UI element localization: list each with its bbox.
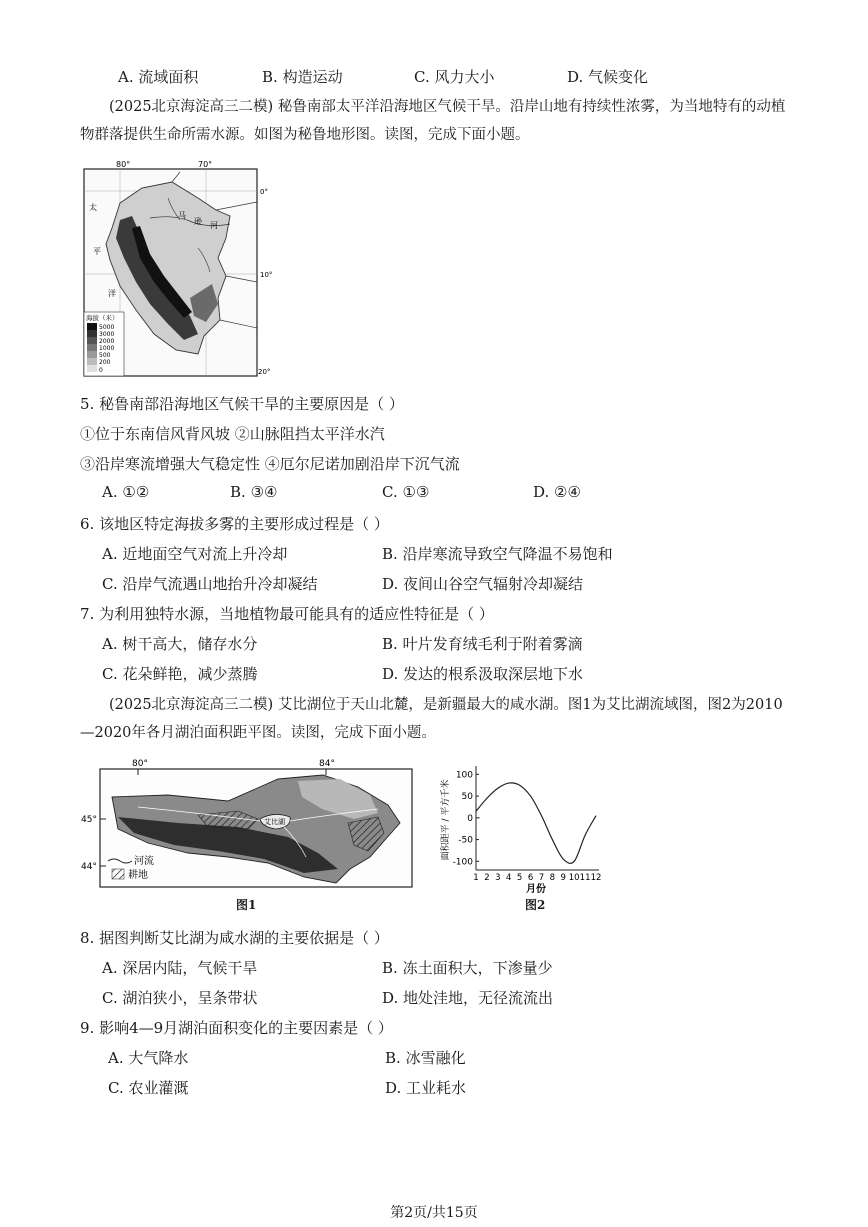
ocean-char: 平 [93,247,101,256]
q8-option-b: B. 冻土面积大，下渗量少 [382,959,553,977]
x-axis-label: 月份 [526,884,546,895]
x-tick-label: 2 [484,873,490,883]
q5-statements-1: ①位于东南信风背风坡 ②山脉阻挡太平洋水汽 [80,425,385,443]
x-tick-label: 10 [568,873,580,883]
q9-option-d: D. 工业耗水 [385,1079,467,1097]
peru-map [80,158,275,380]
map-lat-label: 0° [260,188,268,196]
q8-option-c: C. 湖泊狭小，呈条带状 [102,989,258,1007]
y-tick-label: 100 [455,770,473,781]
elevation-legend [84,312,124,376]
ocean-char: 太 [89,203,97,212]
fig2-caption: 图2 [525,898,546,912]
q4-option-c: C. 风力大小 [414,68,495,86]
q7-option-d: D. 发达的根系汲取深层地下水 [382,665,584,683]
lake-label: 艾比湖 [264,818,285,826]
y-tick-label: 50 [461,792,473,803]
q7-option-b: B. 叶片发育绒毛利于附着雾滴 [382,635,583,653]
area-anomaly-chart [426,760,606,896]
q6-stem: 6. 该地区特定海拔多雾的主要形成过程是（ ） [80,515,389,533]
q5-option-d: D. ②④ [533,483,581,501]
legend-value: 500 [99,352,111,359]
q5-option-a: A. ①② [102,483,150,501]
q7-stem: 7. 为利用独特水源，当地植物最可能具有的适应性特征是（ ） [80,605,494,623]
y-tick-label: -100 [452,857,473,868]
x-tick-label: 12 [590,873,602,883]
legend-value: 0 [99,367,103,374]
map-lat-label: 20° [258,368,271,376]
legend-farmland: 耕地 [128,870,148,881]
q9-option-a: A. 大气降水 [108,1049,189,1067]
legend-title: 海拔（米） [86,314,119,322]
ebinur-intro: (2025北京海淀高三二模) 艾比湖位于天山北麓，是新疆最大的咸水湖。图1为艾比湖流域图，图2为2010—2020年各月湖泊面积距平图。读图，完成下面小题。 [80,697,783,741]
map-lon-label: 70° [198,160,213,169]
q5-statements-2: ③沿岸寒流增强大气稳定性 ④厄尔尼诺加剧沿岸下沉气流 [80,455,460,473]
q9-stem: 9. 影响4—9月湖泊面积变化的主要因素是（ ） [80,1019,393,1037]
legend-value: 200 [99,359,111,366]
fig1-lat-label: 44° [81,862,97,872]
ebinur-basin-map [78,757,418,893]
x-tick-label: 4 [506,873,512,883]
q6-option-a: A. 近地面空气对流上升冷却 [102,545,288,563]
y-axis-label: 面积距平 / 平方千米 [441,779,451,861]
q7-option-c: C. 花朵鲜艳，减少蒸腾 [102,665,258,683]
x-tick-label: 9 [560,873,566,883]
x-tick-label: 5 [516,873,523,883]
q6-option-b: B. 沿岸寒流导致空气降温不易饱和 [382,545,613,563]
x-tick-label: 7 [538,873,545,883]
q5-option-c: C. ①③ [382,483,430,501]
ocean-char: 洋 [108,289,116,298]
map-lat-label: 10° [260,271,273,279]
q8-option-a: A. 深居内陆，气候干旱 [102,959,258,977]
q6-option-c: C. 沿岸气流遇山地抬升冷却凝结 [102,575,318,593]
y-tick-label: 0 [467,813,473,824]
legend-river: 河流 [134,856,154,867]
fig1-lon-label: 80° [132,759,148,769]
x-tick-label: 6 [527,873,534,883]
q9-option-b: B. 冰雪融化 [385,1049,466,1067]
peru-intro: (2025北京海淀高三二模) 秘鲁南部太平洋沿海地区气候干旱。沿岸山地有持续性浓雾，为当地特有的动植物群落提供生命所需水源。如图为秘鲁地形图。读图，完成下面小题。 [80,99,786,143]
fig1-caption: 图1 [236,898,257,912]
farmland-legend-icon [112,869,124,879]
q5-option-b: B. ③④ [230,483,278,501]
q8-option-d: D. 地处洼地，无径流流出 [382,989,554,1007]
q4-option-a: A. 流域面积 [118,68,199,86]
y-tick-label: -50 [458,835,473,846]
page-footer: 第2页/共15页 [390,1205,478,1221]
x-tick-label: 11 [579,873,591,883]
legend-value: 1000 [99,345,115,352]
q9-option-c: C. 农业灌溉 [108,1079,189,1097]
q6-option-d: D. 夜间山谷空气辐射冷却凝结 [382,575,584,593]
legend-value: 3000 [99,331,115,338]
fig1-lat-label: 45° [81,815,97,825]
legend-value: 2000 [99,338,115,345]
q7-option-a: A. 树干高大，储存水分 [102,635,258,653]
river-char: 河 [210,221,218,230]
q5-stem: 5. 秘鲁南部沿海地区气候干旱的主要原因是（ ） [80,395,404,413]
fig1-lon-label: 84° [319,759,335,769]
river-char: 马 [178,211,186,220]
q8-stem: 8. 据图判断艾比湖为咸水湖的主要依据是（ ） [80,929,389,947]
river-char: 逊 [194,217,202,226]
q4-option-b: B. 构造运动 [262,68,343,86]
map-lon-label: 80° [116,160,131,169]
legend-value: 5000 [99,324,115,331]
x-tick-label: 1 [473,873,479,883]
q4-option-d: D. 气候变化 [567,68,649,86]
series-line [476,783,596,863]
x-tick-label: 8 [549,873,556,883]
x-tick-label: 3 [495,873,501,883]
